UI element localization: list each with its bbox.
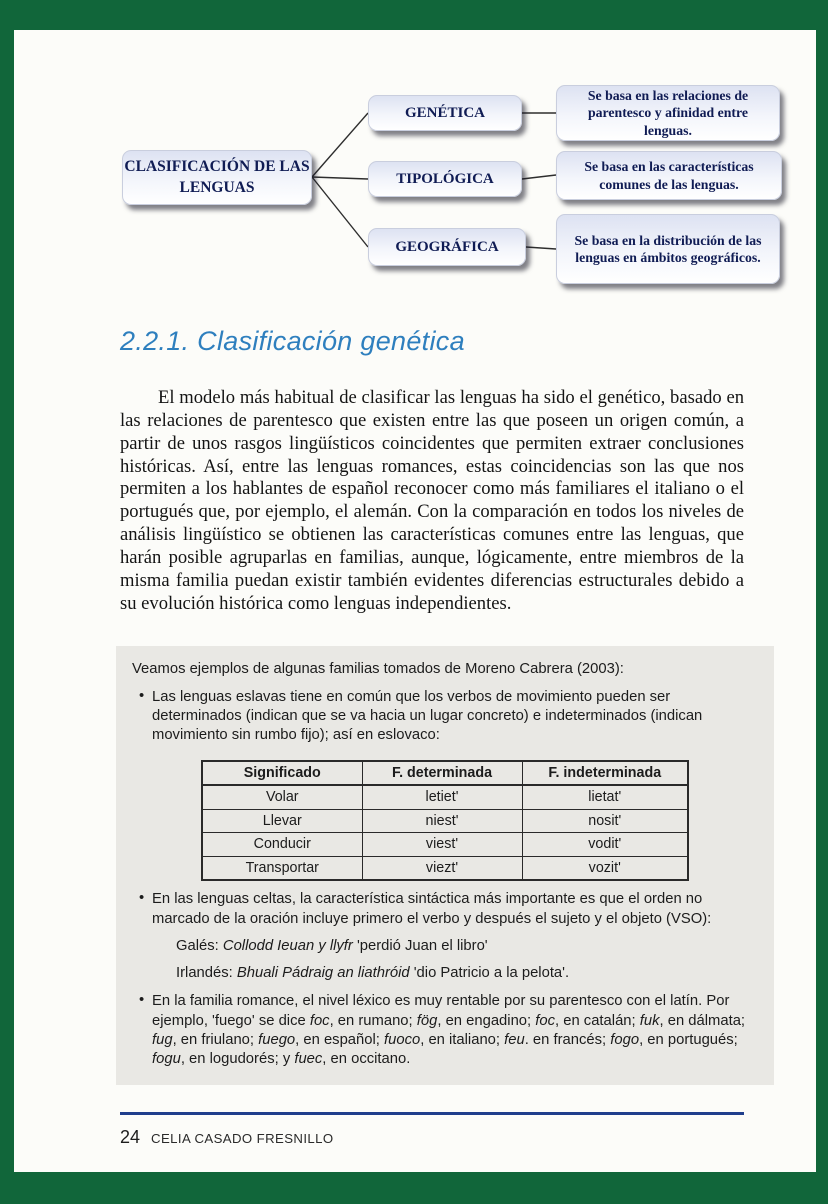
table-cell: lietat' (522, 785, 688, 809)
table-row (202, 809, 688, 833)
branch-label: TIPOLÓGICA (396, 170, 494, 187)
table-cell: nosit' (522, 809, 688, 833)
bullet-celtic-languages: • En las lenguas celtas, la característica sintáctica más importante es que el orden no marcado de la oración incluye primero el verbo y después el sujeto y el objeto (VSO): (138, 890, 758, 928)
table-cell: Transportar (202, 856, 362, 880)
footer-author: CELIA CASADO FRESNILLO (151, 1131, 334, 1146)
table-cell: Llevar (202, 809, 362, 833)
welsh-example-line: Galés: Collodd Ieuan y llyfr 'perdió Juan el libro' (176, 937, 488, 954)
table-cell: viezt' (362, 856, 522, 880)
table-row (202, 785, 688, 809)
table-cell: vozit' (522, 856, 688, 880)
body-paragraph: El modelo más habitual de clasificar las lenguas ha sido el genético, basado en las relaciones de parentesco que existen entre las que poseen un origen común, a partir de unos rasgos lingüísticos coincidentes que permiten extraer conclusiones históricas. Así, entre las lenguas romances, estas coincidencias son las que nos permiten a los hablantes de español reconocer como más familiares el italiano o el portugués que, por ejemplo, el alemán. Con la comparación en todos los niveles de análisis lingüístico se obtienen las características comunes entre las lenguas, que harán posible agruparlas en familias, aunque, lógicamente, entre miembros de la misma familia puedan existir también evidentes diferencias estructurales debido a su evolución histórica como lenguas independientes. (120, 387, 744, 614)
table-row (202, 833, 688, 857)
slavic-verbs-table (201, 760, 689, 882)
footer-text (120, 1127, 744, 1148)
table-cell: Conducir (202, 833, 362, 857)
diagram-branch-geografica (368, 228, 526, 266)
diagram-description-box-geografica (556, 214, 780, 284)
diagram-branch-tipologica (368, 161, 522, 197)
diagram-root-box (122, 150, 312, 205)
table-cell: vodit' (522, 833, 688, 857)
bullet-slavic-languages: • Las lenguas eslavas tiene en común que los verbos de movimiento pueden ser determinados (indican que se va hacia un lugar concreto) e indeterminados (indican movimiento sin rumbo fijo); así en eslovaco: (138, 688, 758, 746)
table-header-cell: Significado (202, 761, 362, 786)
bullet-romance-family: • En la familia romance, el nivel léxico es muy rentable por su parentesco con el latín. Por ejemplo, 'fuego' se dice foc, en rumano; fög, en engadino; foc, en catalán; fuk, en dálmata; fug, en friulano; fuego, en español; fuoco, en italiano; feu. en francés; fogo, en portugués; fogu, en logudorés; y fuec, en occitano. (138, 992, 758, 1069)
table-header-cell: F. determinada (362, 761, 522, 786)
page-content (120, 326, 744, 1085)
table-cell: Volar (202, 785, 362, 809)
irish-example-line: Irlandés: Bhuali Pádraig an liathróid 'dio Patricio a la pelota'. (176, 965, 570, 982)
book-page (14, 30, 816, 1172)
branch-label: GENÉTICA (404, 104, 486, 121)
branch-description: Se basa en las características comunes de las lenguas. (584, 159, 754, 192)
table-cell: niest' (362, 809, 522, 833)
table-header-cell: F. indeterminada (522, 761, 688, 786)
example-intro: Veamos ejemplos de algunas familias tomados de Moreno Cabrera (2003): (132, 660, 624, 677)
branch-label: GEOGRÁFICA (395, 238, 499, 255)
diagram-root-label: CLASIFICACIÓN DE LAS LENGUAS (124, 158, 310, 196)
table-row (202, 856, 688, 880)
section-heading: 2.2.1. Clasificación genética (120, 326, 465, 356)
diagram-branch-genetica (368, 95, 522, 131)
diagram-description-box-genetica (556, 85, 780, 141)
page-footer (120, 1112, 744, 1148)
example-box (116, 646, 774, 1086)
page-number: 24 (120, 1127, 141, 1147)
footer-rule (120, 1112, 744, 1115)
branch-description: Se basa en la distribución de las lenguas en ámbitos geográficos. (574, 232, 762, 265)
classification-diagram (14, 30, 816, 330)
table-header-row (202, 761, 688, 786)
branch-description: Se basa en las relaciones de parentesco y afinidad entre lenguas. (587, 88, 749, 138)
diagram-description-box-tipologica (556, 151, 782, 200)
table-cell: viest' (362, 833, 522, 857)
table-cell: letiet' (362, 785, 522, 809)
